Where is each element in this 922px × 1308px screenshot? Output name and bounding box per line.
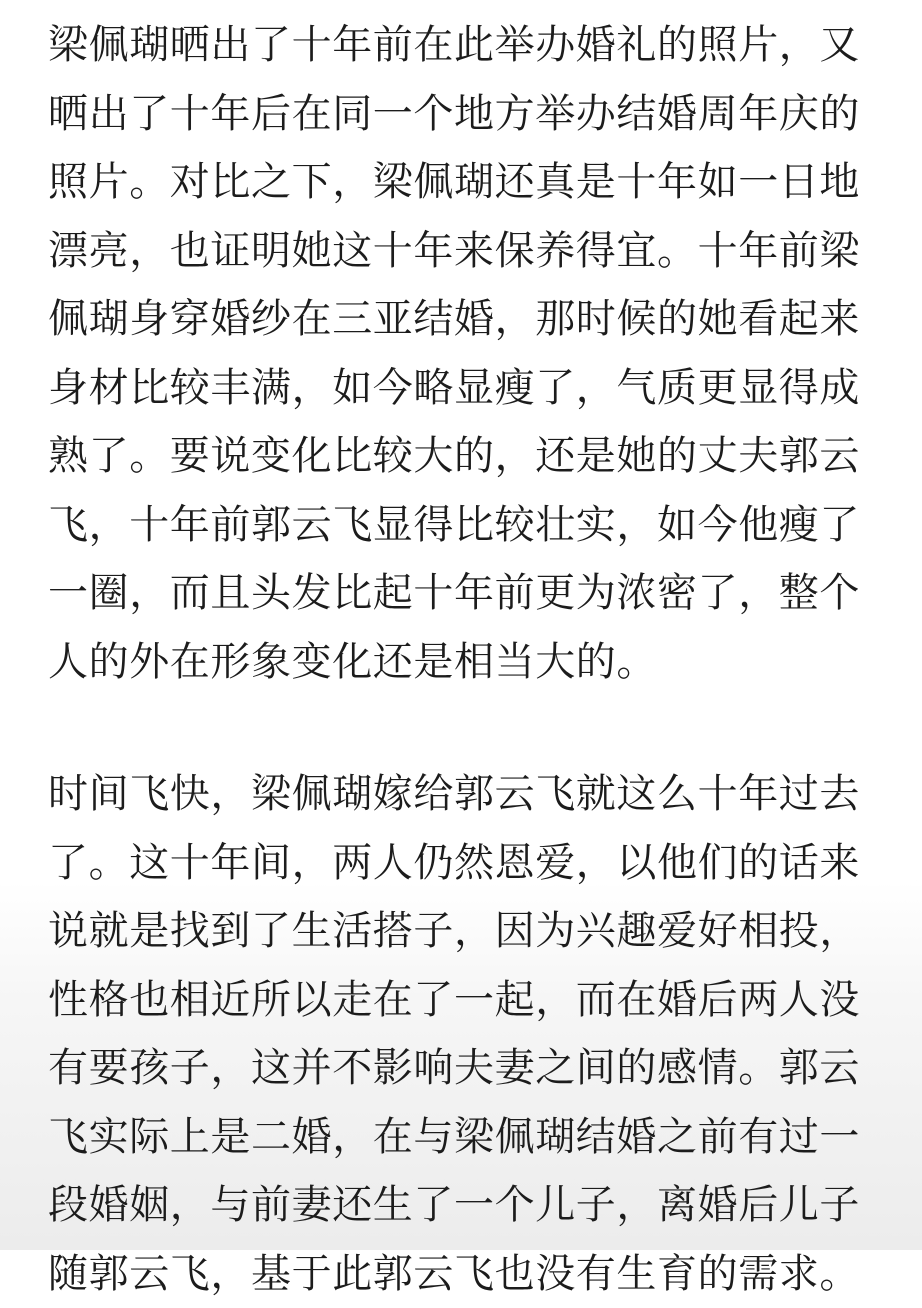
article-body (48, 11, 888, 1308)
paragraph-spacer (48, 696, 888, 760)
text-line: 人的外在形象变化还是相当大的。 (48, 628, 888, 697)
text-line: 段婚姻，与前妻还生了一个儿子，离婚后儿子 (48, 1171, 888, 1240)
text-line: 飞，十年前郭云飞显得比较壮实，如今他瘦了 (48, 491, 888, 560)
text-line: 漂亮，也证明她这十年来保养得宜。十年前梁 (48, 217, 888, 286)
text-line: 有要孩子，这并不影响夫妻之间的感情。郭云 (48, 1034, 888, 1103)
text-line: 时间飞快，梁佩瑚嫁给郭云飞就这么十年过去 (48, 760, 888, 829)
text-line: 说就是找到了生活搭子，因为兴趣爱好相投， (48, 897, 888, 966)
text-line: 了。这十年间，两人仍然恩爱，以他们的话来 (48, 829, 888, 898)
text-line: 一圈，而且头发比起十年前更为浓密了，整个 (48, 559, 888, 628)
text-line: 随郭云飞，基于此郭云飞也没有生育的需求。 (48, 1240, 888, 1308)
text-line: 性格也相近所以走在了一起，而在婚后两人没 (48, 966, 888, 1035)
paragraph-2 (48, 760, 888, 1308)
text-line: 飞实际上是二婚，在与梁佩瑚结婚之前有过一 (48, 1103, 888, 1172)
text-line: 熟了。要说变化比较大的，还是她的丈夫郭云 (48, 422, 888, 491)
text-line: 梁佩瑚晒出了十年前在此举办婚礼的照片，又 (48, 11, 888, 80)
text-line: 身材比较丰满，如今略显瘦了，气质更显得成 (48, 354, 888, 423)
paragraph-1 (48, 11, 888, 696)
text-line: 晒出了十年后在同一个地方举办结婚周年庆的 (48, 80, 888, 149)
text-line: 佩瑚身穿婚纱在三亚结婚，那时候的她看起来 (48, 285, 888, 354)
text-line: 照片。对比之下，梁佩瑚还真是十年如一日地 (48, 148, 888, 217)
